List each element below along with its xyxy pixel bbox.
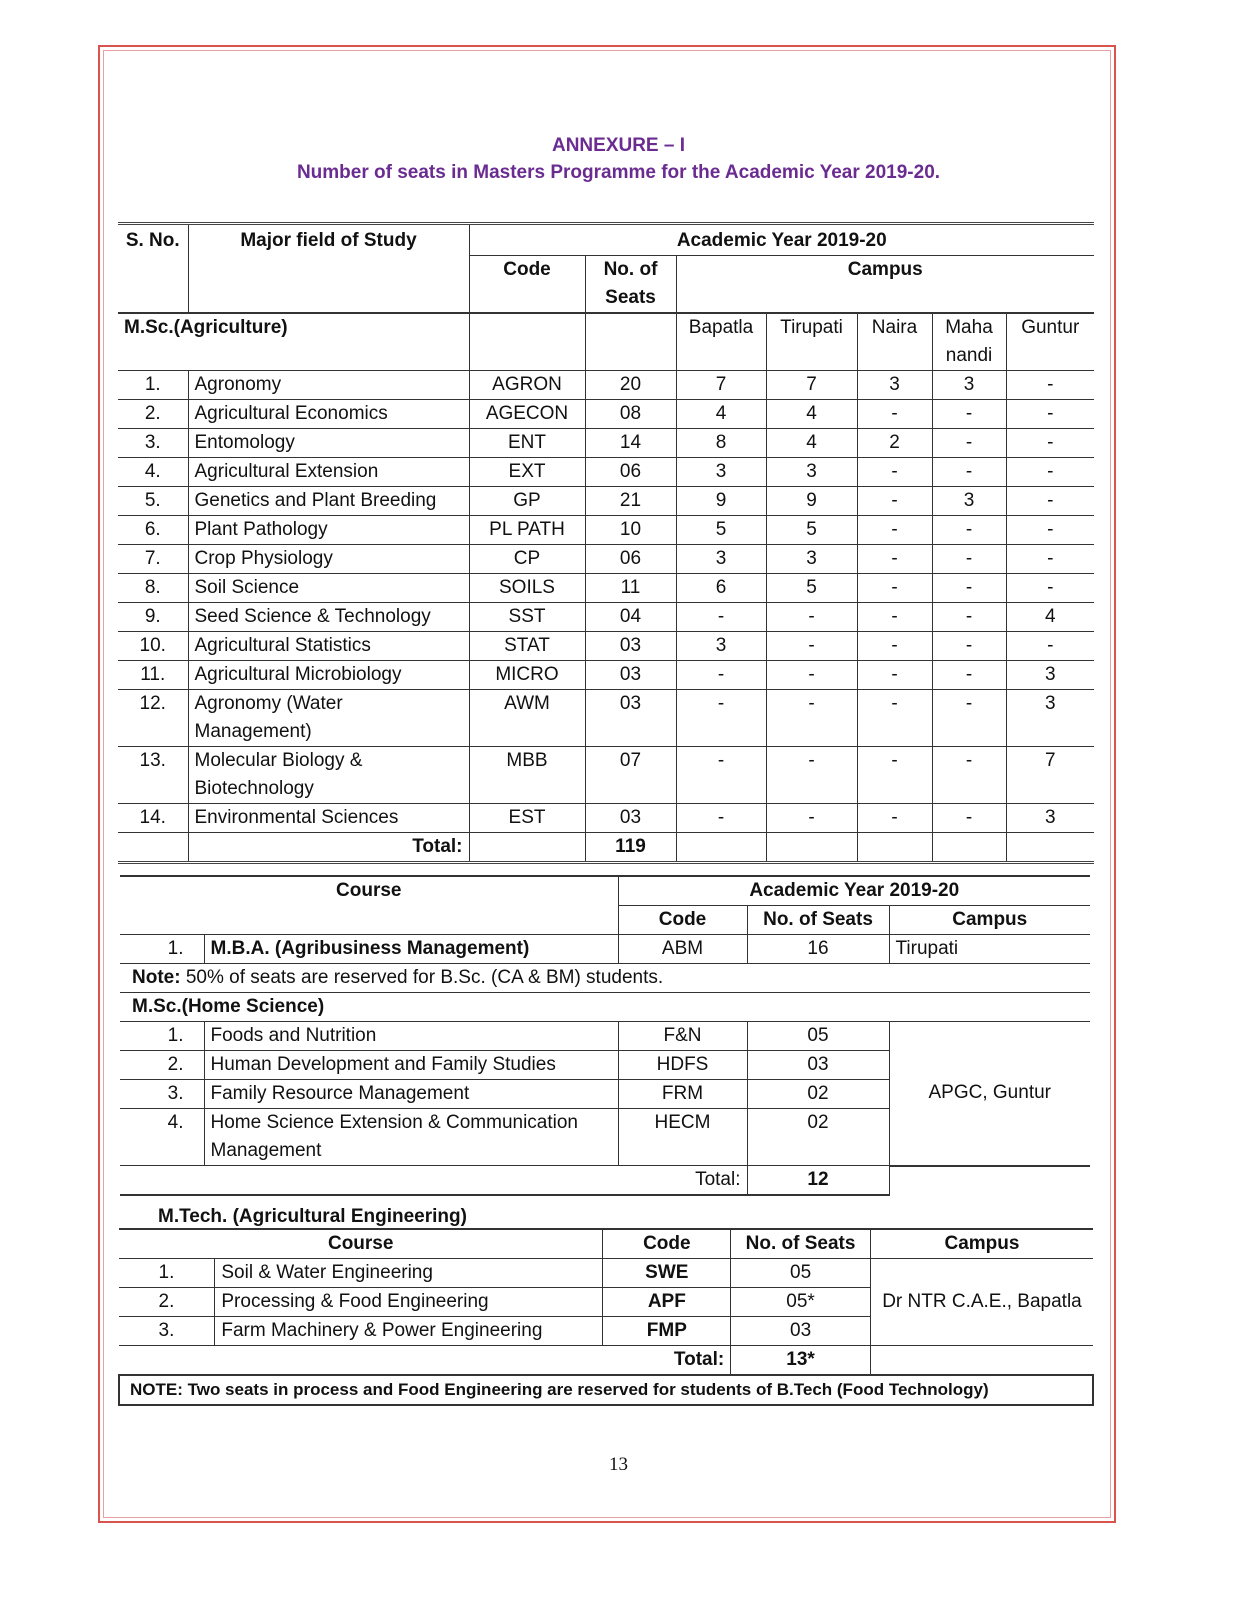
mtech-rows: [119, 1259, 1093, 1346]
code: HDFS: [618, 1051, 747, 1080]
table-row: [118, 690, 1094, 747]
campus-seats-4: -: [932, 632, 1006, 661]
total-value: 119: [585, 833, 676, 863]
sno: 12.: [118, 690, 188, 747]
sno: 9.: [118, 603, 188, 632]
note-label: Note:: [132, 967, 181, 988]
campus-seats-1: 5: [676, 516, 766, 545]
blank-cell: [118, 833, 188, 863]
campus-seats-2: -: [766, 603, 857, 632]
seats-header: No. of Seats: [747, 906, 889, 935]
field: Genetics and Plant Breeding: [188, 487, 469, 516]
total-label: Total:: [120, 1166, 747, 1196]
field: Molecular Biology & Biotechnology: [188, 747, 469, 804]
code: SST: [469, 603, 585, 632]
campus-seats-2: 4: [766, 400, 857, 429]
code: FMP: [603, 1317, 731, 1346]
campus-seats-2: 3: [766, 545, 857, 574]
code: HECM: [618, 1109, 747, 1166]
seats: 10: [585, 516, 676, 545]
campus-naira: Naira: [857, 313, 932, 371]
campus-seats-3: -: [857, 487, 932, 516]
sno: 8.: [118, 574, 188, 603]
campus-seats-2: 5: [766, 574, 857, 603]
table-row: [118, 400, 1094, 429]
campus-seats-5: -: [1006, 632, 1094, 661]
mba-note: [120, 964, 1090, 993]
course: Home Science Extension & Communication Management: [204, 1109, 618, 1166]
campus-seats-2: -: [766, 661, 857, 690]
sno: 2.: [119, 1288, 215, 1317]
campus-seats-2: -: [766, 690, 857, 747]
table-row: [118, 632, 1094, 661]
seats: 03: [585, 804, 676, 833]
code: AGECON: [469, 400, 585, 429]
table-row: [118, 487, 1094, 516]
campus-seats-2: 9: [766, 487, 857, 516]
campus-seats-4: -: [932, 516, 1006, 545]
mtech-note-row: [119, 1375, 1093, 1405]
course-header: Course: [120, 876, 618, 935]
campus-seats-4: -: [932, 574, 1006, 603]
campus-mahanandi: Maha nandi: [932, 313, 1006, 371]
code: FRM: [618, 1080, 747, 1109]
total-label: Total:: [119, 1346, 731, 1376]
sno: 3.: [120, 1080, 204, 1109]
campus-seats-3: -: [857, 690, 932, 747]
sno: 1.: [120, 1022, 204, 1051]
campus-seats-4: 3: [932, 487, 1006, 516]
campus-seats-1: 3: [676, 458, 766, 487]
table-row: [118, 429, 1094, 458]
field: Agricultural Economics: [188, 400, 469, 429]
course: Soil & Water Engineering: [215, 1259, 603, 1288]
table-row: [118, 545, 1094, 574]
blank-cell: [469, 833, 585, 863]
campus-seats-1: 3: [676, 545, 766, 574]
campus-seats-4: -: [932, 429, 1006, 458]
section-label-msc-ag: M.Sc.(Agriculture): [118, 313, 469, 371]
seats: 21: [585, 487, 676, 516]
campus-seats-3: 2: [857, 429, 932, 458]
campus-seats-2: 5: [766, 516, 857, 545]
code: MBB: [469, 747, 585, 804]
seats: 05*: [731, 1288, 871, 1317]
campus-seats-5: -: [1006, 429, 1094, 458]
code: EXT: [469, 458, 585, 487]
seats: 02: [747, 1080, 889, 1109]
campus-seats-3: -: [857, 400, 932, 429]
mtech-total-row: [119, 1346, 1093, 1376]
home-science-label-row: [120, 993, 1090, 1022]
campus-seats-2: 4: [766, 429, 857, 458]
course-header: Course: [119, 1229, 603, 1259]
code: CP: [469, 545, 585, 574]
sno: 14.: [118, 804, 188, 833]
sno: 2.: [120, 1051, 204, 1080]
note-text: 50% of seats are reserved for B.Sc. (CA & BM) students.: [180, 967, 664, 988]
seats-header: No. of Seats: [585, 256, 676, 314]
campus-seats-5: 3: [1006, 661, 1094, 690]
sno-header-text: S. No.: [125, 230, 180, 251]
sno: 7.: [118, 545, 188, 574]
sno: 13.: [118, 747, 188, 804]
code: SWE: [603, 1259, 731, 1288]
campus-tirupati: Tirupati: [766, 313, 857, 371]
code: ENT: [469, 429, 585, 458]
sno: 1.: [118, 371, 188, 400]
campus-seats-1: 6: [676, 574, 766, 603]
campus-seats-5: -: [1006, 545, 1094, 574]
code-header: Code: [469, 256, 585, 314]
field: Plant Pathology: [188, 516, 469, 545]
page-number: 13: [609, 1454, 628, 1475]
home-science-total-row: [120, 1166, 1090, 1196]
campus-seats-4: 3: [932, 371, 1006, 400]
blank-cell: [676, 833, 766, 863]
table-row: [118, 804, 1094, 833]
field: Crop Physiology: [188, 545, 469, 574]
msc-agriculture-table: [118, 222, 1094, 864]
field: Seed Science & Technology: [188, 603, 469, 632]
campus-seats-1: -: [676, 603, 766, 632]
code: F&N: [618, 1022, 747, 1051]
table-row: [118, 747, 1094, 804]
field: Agronomy (Water Management): [188, 690, 469, 747]
field: Agricultural Statistics: [188, 632, 469, 661]
field: Agricultural Extension: [188, 458, 469, 487]
section-label-home-science: M.Sc.(Home Science): [120, 993, 1090, 1022]
sno: 5.: [118, 487, 188, 516]
msc-ag-rows: [118, 371, 1094, 833]
campus-seats-5: -: [1006, 487, 1094, 516]
campus-seats-3: -: [857, 747, 932, 804]
campus: Tirupati: [889, 935, 1090, 964]
campus-seats-4: -: [932, 400, 1006, 429]
blank-cell: [766, 833, 857, 863]
campus-bapatla: Bapatla: [676, 313, 766, 371]
campus-seats-3: -: [857, 632, 932, 661]
campus-seats-3: -: [857, 516, 932, 545]
code: ABM: [618, 935, 747, 964]
academic-year-header: Academic Year 2019-20: [618, 876, 1090, 906]
total-value: 13*: [731, 1346, 871, 1376]
total-label: Total:: [188, 833, 469, 863]
table-row: [118, 661, 1094, 690]
code-header: Code: [618, 906, 747, 935]
course: Farm Machinery & Power Engineering: [215, 1317, 603, 1346]
table-row: [118, 516, 1094, 545]
blank-cell: [1006, 833, 1094, 863]
campus-seats-2: -: [766, 632, 857, 661]
campus-seats-4: -: [932, 661, 1006, 690]
field: Agricultural Microbiology: [188, 661, 469, 690]
course: Family Resource Management: [204, 1080, 618, 1109]
blank-cell: [585, 313, 676, 371]
seats: 05: [747, 1022, 889, 1051]
blank-cell: [932, 833, 1006, 863]
mtech-note: NOTE: Two seats in process and Food Engineering are reserved for students of B.Tech (Food Technology): [119, 1375, 1093, 1405]
mba-home-science-table: [120, 875, 1090, 1196]
blank-cell: [469, 313, 585, 371]
seats: 03: [585, 661, 676, 690]
campus-seats-3: -: [857, 545, 932, 574]
campus-seats-4: -: [932, 603, 1006, 632]
code: APF: [603, 1288, 731, 1317]
campus-seats-5: 3: [1006, 804, 1094, 833]
campus-seats-2: -: [766, 747, 857, 804]
campus-seats-4: -: [932, 690, 1006, 747]
campus-seats-5: -: [1006, 400, 1094, 429]
sno: 1.: [119, 1259, 215, 1288]
seats: 04: [585, 603, 676, 632]
section-label-mtech: M.Tech. (Agricultural Engineering): [158, 1206, 467, 1227]
seats: 03: [585, 632, 676, 661]
code: PL PATH: [469, 516, 585, 545]
campus-seats-3: -: [857, 661, 932, 690]
campus-seats-1: 4: [676, 400, 766, 429]
mtech-header: [119, 1229, 1093, 1259]
header-row-1: [118, 224, 1094, 256]
campus-seats-3: -: [857, 458, 932, 487]
total-row: [118, 833, 1094, 863]
field: Entomology: [188, 429, 469, 458]
campus-seats-1: -: [676, 690, 766, 747]
campus-seats-1: 9: [676, 487, 766, 516]
campus-seats-3: -: [857, 603, 932, 632]
campus-header: Campus: [676, 256, 1094, 314]
course: Human Development and Family Studies: [204, 1051, 618, 1080]
campus-seats-1: 3: [676, 632, 766, 661]
mba-header-1: [120, 876, 1090, 906]
course: Processing & Food Engineering: [215, 1288, 603, 1317]
sno: 4.: [120, 1109, 204, 1166]
campus-seats-3: -: [857, 574, 932, 603]
sno: 2.: [118, 400, 188, 429]
campus-seats-4: -: [932, 458, 1006, 487]
page-subtitle: Number of seats in Masters Programme for the Academic Year 2019-20.: [296, 162, 941, 183]
sno: 3.: [119, 1317, 215, 1346]
sno-header: [118, 224, 188, 314]
campus-seats-5: 4: [1006, 603, 1094, 632]
campus-seats-3: -: [857, 804, 932, 833]
campus-seats-2: 7: [766, 371, 857, 400]
code: AWM: [469, 690, 585, 747]
campus-seats-5: 7: [1006, 747, 1094, 804]
seats: 14: [585, 429, 676, 458]
course: M.B.A. (Agribusiness Management): [204, 935, 618, 964]
seats: 03: [585, 690, 676, 747]
seats: 03: [731, 1317, 871, 1346]
blank-cell: [857, 833, 932, 863]
mtech-table: [118, 1228, 1094, 1406]
table-row: [118, 603, 1094, 632]
campus-seats-1: -: [676, 804, 766, 833]
code: AGRON: [469, 371, 585, 400]
sno: 11.: [118, 661, 188, 690]
seats: 06: [585, 545, 676, 574]
campus-seats-5: 3: [1006, 690, 1094, 747]
seats-header: No. of Seats: [731, 1229, 871, 1259]
campus-seats-2: -: [766, 804, 857, 833]
seats: 05: [731, 1259, 871, 1288]
campus-seats-1: -: [676, 747, 766, 804]
campus-seats-1: -: [676, 661, 766, 690]
sno: 1.: [120, 935, 204, 964]
campus-seats-5: -: [1006, 458, 1094, 487]
campus-header: Campus: [889, 906, 1090, 935]
code: MICRO: [469, 661, 585, 690]
campus-seats-5: -: [1006, 516, 1094, 545]
table-row: [119, 1259, 1093, 1288]
campus-seats-2: 3: [766, 458, 857, 487]
code: GP: [469, 487, 585, 516]
campus-header: Campus: [870, 1229, 1093, 1259]
annexure-title: ANNEXURE – I: [551, 135, 686, 156]
seats: 03: [747, 1051, 889, 1080]
mtech-campus: Dr NTR C.A.E., Bapatla: [870, 1259, 1093, 1346]
campus-seats-3: 3: [857, 371, 932, 400]
table-row: [120, 1022, 1090, 1051]
campus-seats-5: -: [1006, 574, 1094, 603]
code: SOILS: [469, 574, 585, 603]
seats: 06: [585, 458, 676, 487]
campus-seats-4: -: [932, 804, 1006, 833]
blank-cell: [870, 1346, 1093, 1376]
code: EST: [469, 804, 585, 833]
table-row: [118, 371, 1094, 400]
code: STAT: [469, 632, 585, 661]
seats: 07: [585, 747, 676, 804]
seats: 08: [585, 400, 676, 429]
campus-row: [118, 313, 1094, 371]
campus-guntur: Guntur: [1006, 313, 1094, 371]
campus-seats-1: 7: [676, 371, 766, 400]
seats: 16: [747, 935, 889, 964]
home-science-rows: [120, 1022, 1090, 1166]
mba-row: [120, 935, 1090, 964]
mba-note-row: [120, 964, 1090, 993]
code-header: Code: [603, 1229, 731, 1259]
campus-seats-5: -: [1006, 371, 1094, 400]
seats: 20: [585, 371, 676, 400]
campus-seats-4: -: [932, 545, 1006, 574]
campus-seats-4: -: [932, 747, 1006, 804]
field: Agronomy: [188, 371, 469, 400]
course: Foods and Nutrition: [204, 1022, 618, 1051]
field-header: Major field of Study: [188, 224, 469, 314]
total-value: 12: [747, 1166, 889, 1196]
home-science-campus: APGC, Guntur: [889, 1022, 1090, 1166]
seats: 02: [747, 1109, 889, 1166]
sno: 6.: [118, 516, 188, 545]
table-row: [118, 458, 1094, 487]
sno: 10.: [118, 632, 188, 661]
table-row: [118, 574, 1094, 603]
sno: 3.: [118, 429, 188, 458]
campus-seats-1: 8: [676, 429, 766, 458]
sno: 4.: [118, 458, 188, 487]
seats: 11: [585, 574, 676, 603]
field: Environmental Sciences: [188, 804, 469, 833]
field: Soil Science: [188, 574, 469, 603]
academic-year-header: Academic Year 2019-20: [469, 224, 1094, 256]
